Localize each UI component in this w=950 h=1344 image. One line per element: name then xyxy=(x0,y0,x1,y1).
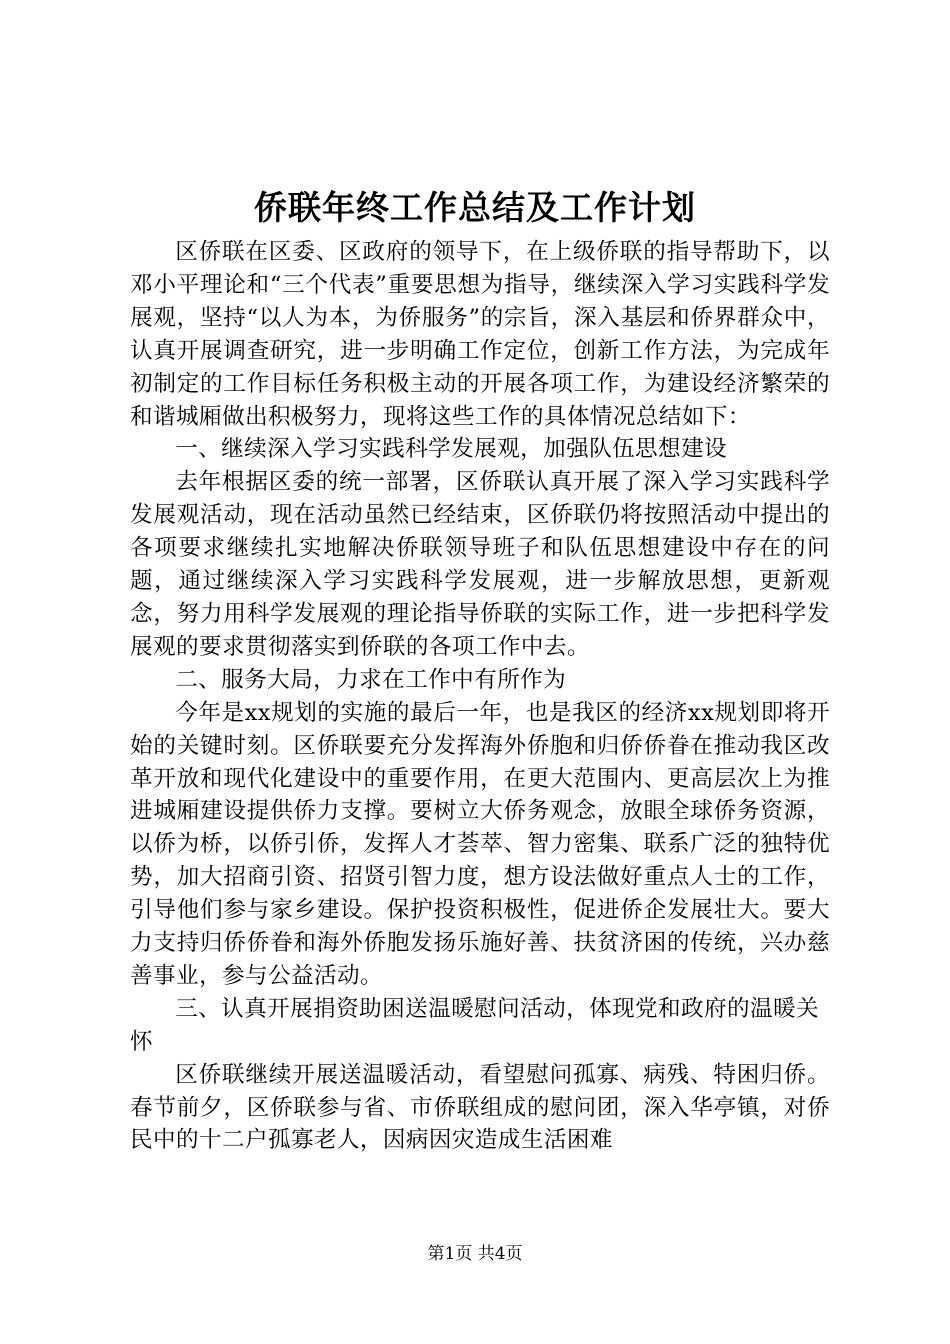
section-3-paragraph: 区侨联继续开展送温暖活动，看望慰问孤寡、病残、特困归侨。春节前夕，区侨联参与省、市侨联组成的慰问团，深入华亭镇，对侨民中的十二户孤寡老人，因病因灾造成生活困难 xyxy=(130,1061,830,1154)
page-footer: 第1页 共4页 xyxy=(427,1244,523,1264)
section-2-paragraph: 今年是xx规划的实施的最后一年，也是我区的经济xx规划即将开始的关键时刻。区侨联要充分发挥海外侨胞和归侨侨眷在推动我区改革开放和现代化建设中的重要作用，在更大范围内、更高层次上为推进城厢建设提供侨力支撑。要树立大侨务观念，放眼全球侨务资源，以侨为桥，以侨引侨，发挥人才荟萃、智力密集、联系广泛的独特优势，加大招商引资、招贤引智力度，想方设法做好重点人士的工作，引导他们参与家乡建设。保护投资积极性，促进侨企发展壮大。要大力支持归侨侨眷和海外侨胞发扬乐施好善、扶贫济困的传统，兴办慈善事业，参与公益活动。 xyxy=(130,699,830,989)
document-body xyxy=(130,236,830,1157)
section-heading-3: 三、认真开展捐资助困送温暖慰问活动，体现党和政府的温暖关怀 xyxy=(130,995,820,1055)
intro-paragraph: 区侨联在区委、区政府的领导下，在上级侨联的指导帮助下，以邓小平理论和“三个代表”重要思想为指导，继续深入学习实践科学发展观，坚持“以人为本，为侨服务”的宗旨，深入基层和侨界群众中，认真开展调查研究，进一步明确工作定位，创新工作方法，为完成年初制定的工作目标任务积极主动的开展各项工作，为建设经济繁荣的和谐城厢做出积极努力，现将这些工作的具体情况总结如下： xyxy=(130,239,830,430)
section-heading-1: 一、继续深入学习实践科学发展观，加强队伍思想建设 xyxy=(175,436,728,463)
section-heading-2: 二、服务大局，力求在工作中有所作为 xyxy=(175,666,567,693)
document-title: 侨联年终工作总结及工作计划 xyxy=(254,188,696,227)
section-1-paragraph: 去年根据区委的统一部署，区侨联认真开展了深入学习实践科学发展观活动，现在活动虽然已经结束，区侨联仍将按照活动中提出的各项要求继续扎实地解决侨联领导班子和队伍思想建设中存在的问题，通过继续深入学习实践科学发展观，进一步解放思想，更新观念，努力用科学发展观的理论指导侨联的实际工作，进一步把科学发展观的要求贯彻落实到侨联的各项工作中去。 xyxy=(130,469,830,660)
